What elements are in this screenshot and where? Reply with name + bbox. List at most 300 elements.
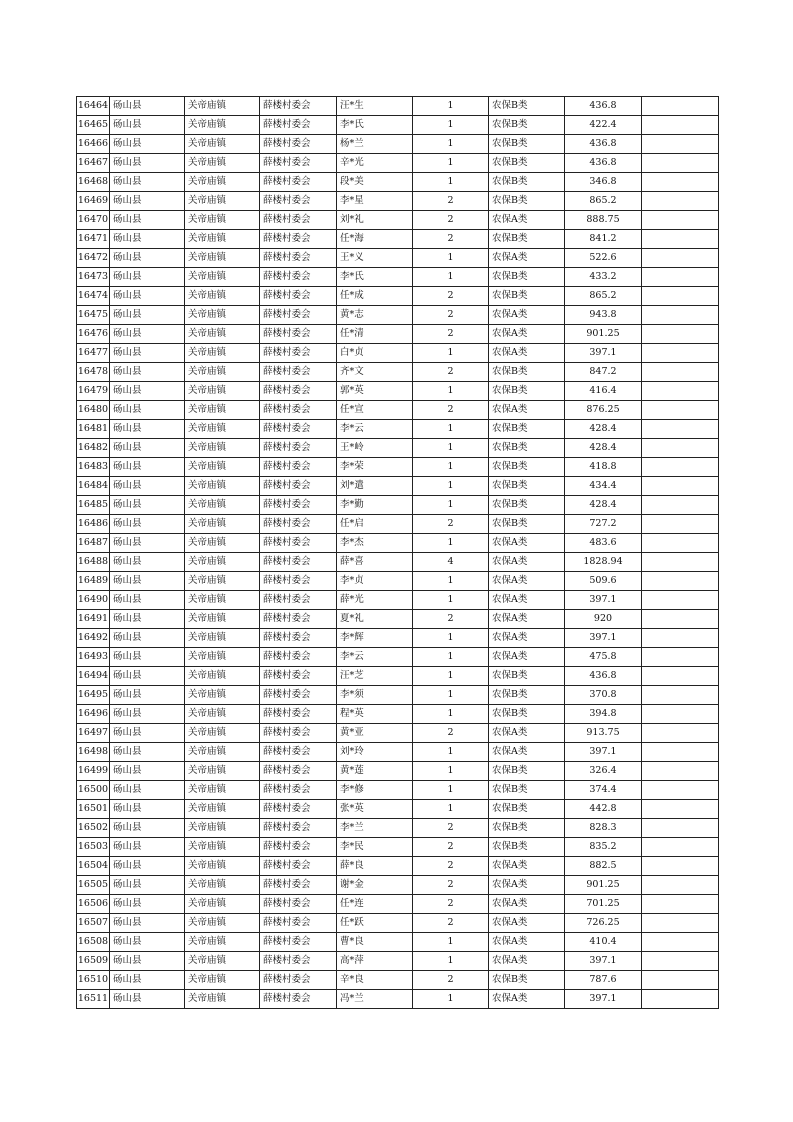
insurance-type-cell: 农保A类 — [489, 534, 565, 553]
household-count-cell: 2 — [413, 515, 489, 534]
household-count-cell: 1 — [413, 344, 489, 363]
amount-cell: 434.4 — [565, 477, 642, 496]
note-cell — [642, 534, 719, 553]
note-cell — [642, 268, 719, 287]
village-cell: 薛楼村委会 — [260, 933, 337, 952]
insurance-type-cell: 农保B类 — [489, 97, 565, 116]
household-count-cell: 1 — [413, 534, 489, 553]
county-cell: 砀山县 — [110, 97, 185, 116]
village-cell: 薛楼村委会 — [260, 667, 337, 686]
household-count-cell: 2 — [413, 230, 489, 249]
county-cell: 砀山县 — [110, 116, 185, 135]
village-cell: 薛楼村委会 — [260, 420, 337, 439]
household-count-cell: 1 — [413, 439, 489, 458]
town-cell: 关帝庙镇 — [185, 781, 260, 800]
table-row — [77, 572, 719, 591]
town-cell: 关帝庙镇 — [185, 382, 260, 401]
county-cell: 砀山县 — [110, 230, 185, 249]
insurance-type-cell: 农保B类 — [489, 363, 565, 382]
village-cell: 薛楼村委会 — [260, 382, 337, 401]
insurance-type-cell: 农保B类 — [489, 667, 565, 686]
county-cell: 砀山县 — [110, 971, 185, 990]
insurance-type-cell: 农保B类 — [489, 762, 565, 781]
county-cell: 砀山县 — [110, 857, 185, 876]
record-id: 16477 — [77, 344, 110, 363]
note-cell — [642, 363, 719, 382]
insurance-type-cell: 农保B类 — [489, 800, 565, 819]
note-cell — [642, 629, 719, 648]
table-row — [77, 914, 719, 933]
town-cell: 关帝庙镇 — [185, 97, 260, 116]
record-id: 16476 — [77, 325, 110, 344]
village-cell: 薛楼村委会 — [260, 591, 337, 610]
household-count-cell: 2 — [413, 914, 489, 933]
county-cell: 砀山县 — [110, 401, 185, 420]
household-count-cell: 2 — [413, 857, 489, 876]
county-cell: 砀山县 — [110, 819, 185, 838]
table-row — [77, 116, 719, 135]
county-cell: 砀山县 — [110, 382, 185, 401]
insurance-type-cell: 农保B类 — [489, 515, 565, 534]
county-cell: 砀山县 — [110, 496, 185, 515]
town-cell: 关帝庙镇 — [185, 515, 260, 534]
insurance-type-cell: 农保A类 — [489, 952, 565, 971]
town-cell: 关帝庙镇 — [185, 857, 260, 876]
insurance-type-cell: 农保A类 — [489, 211, 565, 230]
amount-cell: 428.4 — [565, 496, 642, 515]
name-cell: 任*连 — [337, 895, 413, 914]
table-row — [77, 800, 719, 819]
amount-cell: 410.4 — [565, 933, 642, 952]
record-id: 16494 — [77, 667, 110, 686]
amount-cell: 475.8 — [565, 648, 642, 667]
name-cell: 刘*礼 — [337, 211, 413, 230]
county-cell: 砀山县 — [110, 344, 185, 363]
insurance-type-cell: 农保B类 — [489, 686, 565, 705]
town-cell: 关帝庙镇 — [185, 667, 260, 686]
insurance-type-cell: 农保A类 — [489, 895, 565, 914]
insurance-type-cell: 农保A类 — [489, 914, 565, 933]
amount-cell: 727.2 — [565, 515, 642, 534]
county-cell: 砀山县 — [110, 154, 185, 173]
town-cell: 关帝庙镇 — [185, 629, 260, 648]
table-row — [77, 553, 719, 572]
village-cell: 薛楼村委会 — [260, 401, 337, 420]
note-cell — [642, 610, 719, 629]
note-cell — [642, 857, 719, 876]
village-cell: 薛楼村委会 — [260, 496, 337, 515]
table-row — [77, 306, 719, 325]
table-row — [77, 325, 719, 344]
records-table — [76, 96, 719, 1009]
name-cell: 李*云 — [337, 648, 413, 667]
table-row — [77, 895, 719, 914]
record-id: 16493 — [77, 648, 110, 667]
record-id: 16506 — [77, 895, 110, 914]
village-cell: 薛楼村委会 — [260, 705, 337, 724]
town-cell: 关帝庙镇 — [185, 287, 260, 306]
note-cell — [642, 401, 719, 420]
county-cell: 砀山县 — [110, 515, 185, 534]
note-cell — [642, 933, 719, 952]
insurance-type-cell: 农保A类 — [489, 344, 565, 363]
village-cell: 薛楼村委会 — [260, 876, 337, 895]
amount-cell: 397.1 — [565, 743, 642, 762]
amount-cell: 787.6 — [565, 971, 642, 990]
insurance-type-cell: 农保A类 — [489, 857, 565, 876]
household-count-cell: 1 — [413, 135, 489, 154]
record-id: 16470 — [77, 211, 110, 230]
name-cell: 王*岭 — [337, 439, 413, 458]
insurance-type-cell: 农保A类 — [489, 306, 565, 325]
village-cell: 薛楼村委会 — [260, 306, 337, 325]
table-row — [77, 629, 719, 648]
record-id: 16468 — [77, 173, 110, 192]
name-cell: 李*贞 — [337, 572, 413, 591]
record-id: 16501 — [77, 800, 110, 819]
amount-cell: 397.1 — [565, 629, 642, 648]
insurance-type-cell: 农保A类 — [489, 572, 565, 591]
village-cell: 薛楼村委会 — [260, 800, 337, 819]
record-id: 16511 — [77, 990, 110, 1009]
table-row — [77, 591, 719, 610]
county-cell: 砀山县 — [110, 192, 185, 211]
note-cell — [642, 230, 719, 249]
amount-cell: 346.8 — [565, 173, 642, 192]
name-cell: 李*荣 — [337, 458, 413, 477]
village-cell: 薛楼村委会 — [260, 458, 337, 477]
name-cell: 任*跃 — [337, 914, 413, 933]
town-cell: 关帝庙镇 — [185, 230, 260, 249]
note-cell — [642, 648, 719, 667]
town-cell: 关帝庙镇 — [185, 154, 260, 173]
note-cell — [642, 838, 719, 857]
town-cell: 关帝庙镇 — [185, 116, 260, 135]
name-cell: 辛*光 — [337, 154, 413, 173]
name-cell: 杨*兰 — [337, 135, 413, 154]
town-cell: 关帝庙镇 — [185, 135, 260, 154]
record-id: 16503 — [77, 838, 110, 857]
record-id: 16504 — [77, 857, 110, 876]
record-id: 16481 — [77, 420, 110, 439]
village-cell: 薛楼村委会 — [260, 192, 337, 211]
county-cell: 砀山县 — [110, 325, 185, 344]
insurance-type-cell: 农保A类 — [489, 990, 565, 1009]
table-row — [77, 610, 719, 629]
name-cell: 任*清 — [337, 325, 413, 344]
town-cell: 关帝庙镇 — [185, 363, 260, 382]
name-cell: 李*勤 — [337, 496, 413, 515]
note-cell — [642, 154, 719, 173]
amount-cell: 920 — [565, 610, 642, 629]
town-cell: 关帝庙镇 — [185, 477, 260, 496]
town-cell: 关帝庙镇 — [185, 572, 260, 591]
name-cell: 段*美 — [337, 173, 413, 192]
table-row — [77, 781, 719, 800]
insurance-type-cell: 农保A类 — [489, 648, 565, 667]
county-cell: 砀山县 — [110, 553, 185, 572]
county-cell: 砀山县 — [110, 135, 185, 154]
name-cell: 曹*良 — [337, 933, 413, 952]
county-cell: 砀山县 — [110, 838, 185, 857]
insurance-type-cell: 农保A类 — [489, 933, 565, 952]
name-cell: 李*修 — [337, 781, 413, 800]
name-cell: 李*兰 — [337, 819, 413, 838]
amount-cell: 436.8 — [565, 135, 642, 154]
household-count-cell: 1 — [413, 990, 489, 1009]
amount-cell: 418.8 — [565, 458, 642, 477]
village-cell: 薛楼村委会 — [260, 173, 337, 192]
name-cell: 薛*喜 — [337, 553, 413, 572]
village-cell: 薛楼村委会 — [260, 211, 337, 230]
town-cell: 关帝庙镇 — [185, 952, 260, 971]
insurance-type-cell: 农保B类 — [489, 287, 565, 306]
town-cell: 关帝庙镇 — [185, 971, 260, 990]
record-id: 16508 — [77, 933, 110, 952]
insurance-type-cell: 农保B类 — [489, 819, 565, 838]
village-cell: 薛楼村委会 — [260, 838, 337, 857]
note-cell — [642, 591, 719, 610]
county-cell: 砀山县 — [110, 743, 185, 762]
household-count-cell: 2 — [413, 971, 489, 990]
insurance-type-cell: 农保B类 — [489, 458, 565, 477]
county-cell: 砀山县 — [110, 762, 185, 781]
name-cell: 汪*芝 — [337, 667, 413, 686]
village-cell: 薛楼村委会 — [260, 724, 337, 743]
town-cell: 关帝庙镇 — [185, 610, 260, 629]
table-row — [77, 363, 719, 382]
village-cell: 薛楼村委会 — [260, 971, 337, 990]
name-cell: 任*宣 — [337, 401, 413, 420]
record-id: 16482 — [77, 439, 110, 458]
village-cell: 薛楼村委会 — [260, 572, 337, 591]
name-cell: 刘*遣 — [337, 477, 413, 496]
name-cell: 高*萍 — [337, 952, 413, 971]
household-count-cell: 1 — [413, 743, 489, 762]
amount-cell: 943.8 — [565, 306, 642, 325]
county-cell: 砀山县 — [110, 306, 185, 325]
note-cell — [642, 781, 719, 800]
household-count-cell: 1 — [413, 382, 489, 401]
household-count-cell: 1 — [413, 173, 489, 192]
table-row — [77, 344, 719, 363]
village-cell: 薛楼村委会 — [260, 781, 337, 800]
household-count-cell: 1 — [413, 705, 489, 724]
table-row — [77, 496, 719, 515]
note-cell — [642, 306, 719, 325]
note-cell — [642, 97, 719, 116]
amount-cell: 888.75 — [565, 211, 642, 230]
county-cell: 砀山县 — [110, 781, 185, 800]
village-cell: 薛楼村委会 — [260, 439, 337, 458]
amount-cell: 442.8 — [565, 800, 642, 819]
county-cell: 砀山县 — [110, 363, 185, 382]
name-cell: 李*云 — [337, 420, 413, 439]
amount-cell: 433.2 — [565, 268, 642, 287]
table-row — [77, 952, 719, 971]
record-id: 16466 — [77, 135, 110, 154]
table-row — [77, 97, 719, 116]
town-cell: 关帝庙镇 — [185, 420, 260, 439]
amount-cell: 428.4 — [565, 420, 642, 439]
village-cell: 薛楼村委会 — [260, 135, 337, 154]
name-cell: 冯*兰 — [337, 990, 413, 1009]
household-count-cell: 1 — [413, 667, 489, 686]
village-cell: 薛楼村委会 — [260, 325, 337, 344]
amount-cell: 701.25 — [565, 895, 642, 914]
village-cell: 薛楼村委会 — [260, 268, 337, 287]
household-count-cell: 1 — [413, 420, 489, 439]
amount-cell: 370.8 — [565, 686, 642, 705]
amount-cell: 428.4 — [565, 439, 642, 458]
insurance-type-cell: 农保B类 — [489, 477, 565, 496]
record-id: 16491 — [77, 610, 110, 629]
household-count-cell: 2 — [413, 610, 489, 629]
table-row — [77, 648, 719, 667]
household-count-cell: 2 — [413, 211, 489, 230]
amount-cell: 882.5 — [565, 857, 642, 876]
name-cell: 薛*光 — [337, 591, 413, 610]
record-id: 16492 — [77, 629, 110, 648]
name-cell: 李*氏 — [337, 116, 413, 135]
village-cell: 薛楼村委会 — [260, 629, 337, 648]
note-cell — [642, 135, 719, 154]
name-cell: 李*杰 — [337, 534, 413, 553]
table-row — [77, 819, 719, 838]
town-cell: 关帝庙镇 — [185, 762, 260, 781]
county-cell: 砀山县 — [110, 572, 185, 591]
town-cell: 关帝庙镇 — [185, 401, 260, 420]
amount-cell: 397.1 — [565, 990, 642, 1009]
household-count-cell: 2 — [413, 819, 489, 838]
name-cell: 刘*玲 — [337, 743, 413, 762]
record-id: 16473 — [77, 268, 110, 287]
insurance-type-cell: 农保B类 — [489, 382, 565, 401]
village-cell: 薛楼村委会 — [260, 344, 337, 363]
note-cell — [642, 686, 719, 705]
amount-cell: 374.4 — [565, 781, 642, 800]
note-cell — [642, 572, 719, 591]
record-id: 16478 — [77, 363, 110, 382]
name-cell: 任*海 — [337, 230, 413, 249]
note-cell — [642, 192, 719, 211]
county-cell: 砀山县 — [110, 211, 185, 230]
note-cell — [642, 800, 719, 819]
county-cell: 砀山县 — [110, 933, 185, 952]
county-cell: 砀山县 — [110, 990, 185, 1009]
county-cell: 砀山县 — [110, 724, 185, 743]
name-cell: 郭*英 — [337, 382, 413, 401]
county-cell: 砀山县 — [110, 800, 185, 819]
county-cell: 砀山县 — [110, 534, 185, 553]
table-row — [77, 211, 719, 230]
town-cell: 关帝庙镇 — [185, 192, 260, 211]
town-cell: 关帝庙镇 — [185, 306, 260, 325]
note-cell — [642, 667, 719, 686]
village-cell: 薛楼村委会 — [260, 363, 337, 382]
amount-cell: 901.25 — [565, 876, 642, 895]
village-cell: 薛楼村委会 — [260, 610, 337, 629]
insurance-type-cell: 农保B类 — [489, 116, 565, 135]
insurance-type-cell: 农保B类 — [489, 135, 565, 154]
county-cell: 砀山县 — [110, 610, 185, 629]
amount-cell: 397.1 — [565, 344, 642, 363]
insurance-type-cell: 农保A类 — [489, 876, 565, 895]
insurance-type-cell: 农保A类 — [489, 325, 565, 344]
table-row — [77, 192, 719, 211]
record-id: 16487 — [77, 534, 110, 553]
household-count-cell: 1 — [413, 116, 489, 135]
household-count-cell: 2 — [413, 895, 489, 914]
town-cell: 关帝庙镇 — [185, 249, 260, 268]
note-cell — [642, 420, 719, 439]
county-cell: 砀山县 — [110, 420, 185, 439]
insurance-type-cell: 农保A类 — [489, 553, 565, 572]
insurance-type-cell: 农保B类 — [489, 705, 565, 724]
amount-cell: 828.3 — [565, 819, 642, 838]
note-cell — [642, 743, 719, 762]
table-row — [77, 838, 719, 857]
record-id: 16465 — [77, 116, 110, 135]
household-count-cell: 2 — [413, 724, 489, 743]
name-cell: 黄*志 — [337, 306, 413, 325]
record-id: 16475 — [77, 306, 110, 325]
table-row — [77, 667, 719, 686]
table-row — [77, 762, 719, 781]
name-cell: 李*须 — [337, 686, 413, 705]
table-row — [77, 287, 719, 306]
village-cell: 薛楼村委会 — [260, 116, 337, 135]
insurance-type-cell: 农保B类 — [489, 154, 565, 173]
record-id: 16489 — [77, 572, 110, 591]
record-id: 16507 — [77, 914, 110, 933]
county-cell: 砀山县 — [110, 914, 185, 933]
county-cell: 砀山县 — [110, 268, 185, 287]
town-cell: 关帝庙镇 — [185, 800, 260, 819]
household-count-cell: 2 — [413, 838, 489, 857]
amount-cell: 483.6 — [565, 534, 642, 553]
amount-cell: 436.8 — [565, 154, 642, 173]
record-id: 16464 — [77, 97, 110, 116]
name-cell: 张*英 — [337, 800, 413, 819]
record-id: 16509 — [77, 952, 110, 971]
county-cell: 砀山县 — [110, 173, 185, 192]
county-cell: 砀山县 — [110, 458, 185, 477]
record-id: 16479 — [77, 382, 110, 401]
amount-cell: 436.8 — [565, 97, 642, 116]
note-cell — [642, 990, 719, 1009]
record-id: 16502 — [77, 819, 110, 838]
record-id: 16467 — [77, 154, 110, 173]
town-cell: 关帝庙镇 — [185, 268, 260, 287]
record-id: 16495 — [77, 686, 110, 705]
village-cell: 薛楼村委会 — [260, 287, 337, 306]
household-count-cell: 1 — [413, 249, 489, 268]
table-row — [77, 477, 719, 496]
insurance-type-cell: 农保A类 — [489, 743, 565, 762]
table-row — [77, 458, 719, 477]
insurance-type-cell: 农保B类 — [489, 420, 565, 439]
household-count-cell: 1 — [413, 591, 489, 610]
insurance-type-cell: 农保A类 — [489, 591, 565, 610]
name-cell: 薛*良 — [337, 857, 413, 876]
note-cell — [642, 173, 719, 192]
amount-cell: 901.25 — [565, 325, 642, 344]
record-id: 16472 — [77, 249, 110, 268]
name-cell: 任*启 — [337, 515, 413, 534]
record-id: 16484 — [77, 477, 110, 496]
county-cell: 砀山县 — [110, 648, 185, 667]
